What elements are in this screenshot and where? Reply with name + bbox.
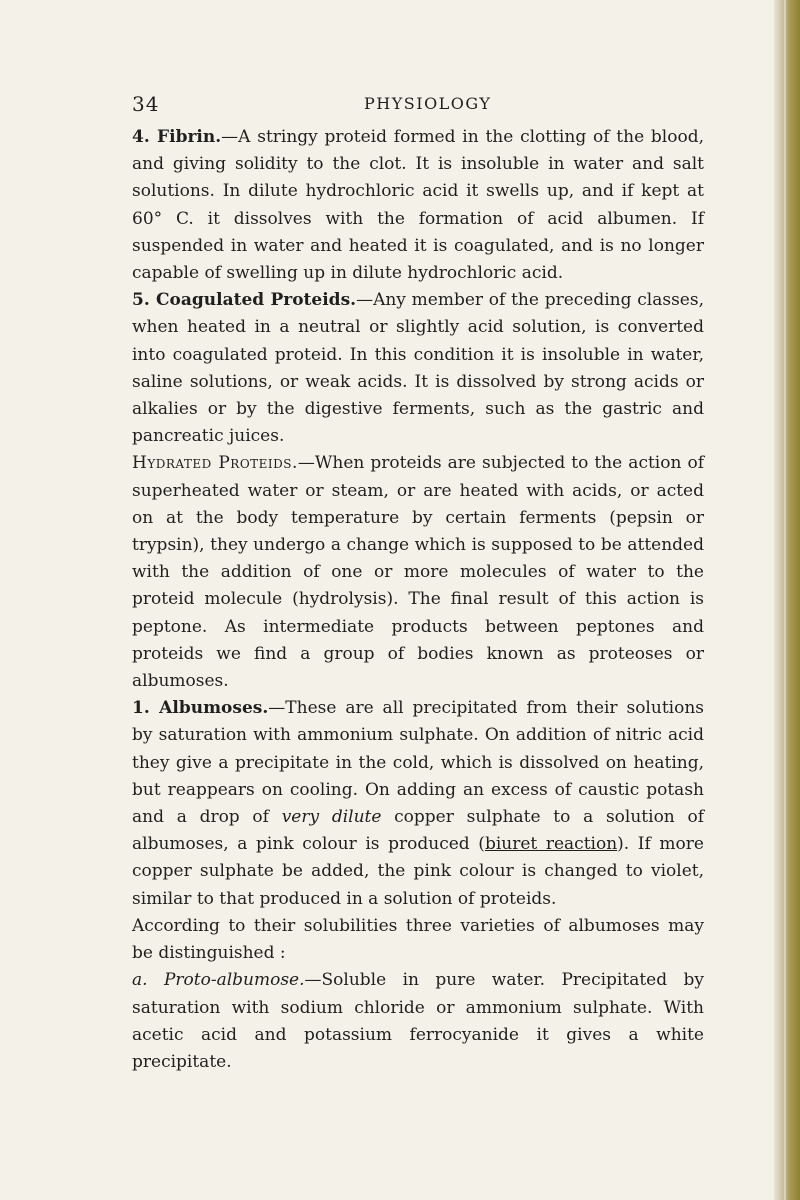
heading-fibrin: 4. Fibrin.: [132, 127, 222, 147]
page-header: [132, 92, 712, 116]
running-head: PHYSIOLOGY: [364, 94, 492, 113]
text-proto-albumose: —Soluble in pure water. Precipitated by saturation with sodium chloride or ammonium sulphate. With acetic acid and potassium ferrocyanide it gives a white precipitate.: [132, 970, 704, 1072]
heading-coagulated-proteids: 5. Coagulated Proteids.: [132, 290, 357, 311]
paragraph-albumoses: [132, 695, 704, 913]
paragraph-varieties: [132, 913, 704, 967]
label-a: a.: [132, 970, 148, 991]
paragraph-hydrated-proteids: [132, 450, 704, 695]
text-albumoses-italic: very dilute: [281, 807, 382, 828]
text-albumoses-c: ). If more copper sulphate be added, the pink colour is changed to violet, similar to that produced in a solution of proteids.: [132, 834, 704, 909]
text-albumoses-a: —These are all precipitated from their solutions by saturation with ammonium sulphate. On addition of nitric acid they give a precipitate in the cold, which is dissolved on heating, but reappears on cooling. On adding an excess of caustic potash and a drop of: [132, 698, 704, 828]
paragraph-proto-albumose: [132, 967, 704, 1076]
body-text: [132, 124, 704, 1076]
text-biuret-reaction: biuret reaction: [484, 834, 618, 855]
text-albumoses-b: copper sulphate to a solution of albumoses, a pink colour is produced (: [132, 807, 705, 855]
page-edge-line: [784, 0, 786, 1200]
paragraph-fibrin: [132, 124, 704, 287]
text-varieties: According to their solubilities three varieties of albumoses may be distinguished :: [132, 915, 704, 964]
paragraph-coagulated-proteids: [132, 287, 704, 450]
heading-albumoses: 1. Albumoses.: [132, 698, 269, 719]
text-hydrated-proteids: —When proteids are subjected to the action of superheated water or steam, or are heated with acids, or acted on at the body temperature by certain ferments (pepsin or trypsin), they undergo a change which is supposed to be attended with the addition of one or more molecules of water to the proteid molecule (hydrolysis). The final result of this action is peptone. As intermediate products between peptones and proteids we find a group of bodies known as proteoses or albumoses.: [132, 453, 704, 692]
page-edge-shadow: [774, 0, 800, 1200]
term-proto-albumose: Proto-albumose.: [163, 970, 305, 991]
text-fibrin: —A stringy proteid formed in the clotting of the blood, and giving solidity to the clot. It is insoluble in water and salt solutions. In dilute hydrochloric acid it swells up, and if kept at 60° C. it dissolves with the formation of acid albumen. If suspended in water and heated it is coagulated, and is no longer capable of swelling up in dilute hydrochloric acid.: [132, 127, 704, 284]
heading-hydrated-proteids: Hydrated Proteids.: [132, 453, 298, 474]
page-number: 34: [132, 92, 160, 116]
text-coagulated-proteids: —Any member of the preceding classes, when heated in a neutral or slightly acid solution, is converted into coagulated proteid. In this condition it is insoluble in water, saline solutions, or weak acids. It is dissolved by strong acids or alkalies or by the digestive ferments, such as the gastric and pancreatic juices.: [132, 290, 704, 447]
